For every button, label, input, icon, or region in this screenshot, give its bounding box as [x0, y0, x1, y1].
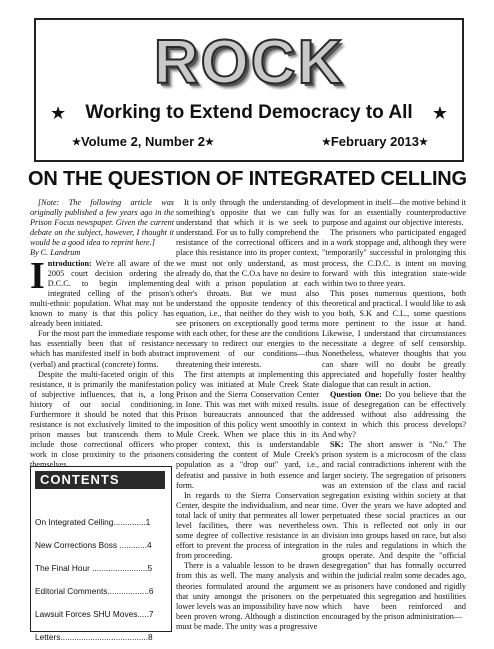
- issue-volume: [72, 132, 214, 152]
- intro-paragraph: [30, 254, 174, 330]
- paragraph: development in itself—the motive behind it was for an essentially counterproductive purpose and against our objective interests.: [322, 198, 466, 228]
- question-text: Do you believe that the issue of desegregation can be effectively addressed without also addressing the context in which this process develops? And why?: [322, 389, 466, 440]
- question-paragraph: [322, 390, 466, 440]
- paragraph: For the most part the immediate response has essentially been that of resistance which has manifested itself in both abstract (verbal) and practical (concrete) forms.: [30, 329, 174, 369]
- paragraph: The first attempts at implementing this policy was initiated at Mule Creek State Prison and the Sierra Conservation Center in Ione. This was met with mixed results. Prison bureaucrats announced that the imposition of this policy went smoothly in Mule Creek. When we place this in its proper context, this is understandable considering the content of Mule Creek's population as a "drop out" yard, i.e., defeatist and passive in both essence and form.: [176, 369, 319, 490]
- paragraph: There is a valuable lesson to be drawn from this as well. The many analysis and theories formulated around the argument that unity amongst the prisoners on the lower levels was an impossibility have now been proven wrong. Although a distinction must be made. The unity was a progressive: [176, 561, 319, 631]
- paragraph: This poses numerous questions, both theoretical and practical. I would like to ask you both, S.K and C.L., some questions more pertinent to the issue at hand. Likewise, I understand that circumstances necessitate a degree of self censorship. Nonetheless, whatever thoughts that you can share will no doubt be greatly appreciated and hopefully foster healthy dialogue that can result in action.: [322, 288, 466, 389]
- answer-text: The short answer is "No." The prison system is a microcosm of the class and racial contradictions inherent with the larger society. The segregation of prisoners was an extension of the class and racial segregation existing within society at that time. Over the years we have adopted and perpetuated these social practices as our own. This is reflected not only in our division into groups based on race, but also in the rules and regulations in which the groups operate. And despite the "official desegregation" that has formally occurred within the judicial realm some decades ago, we as prisoners have condoned and rigidly perpetuated this segregation and hostilities which have been reinforced and encouraged by the prison administration—: [322, 440, 466, 621]
- contents-item[interactable]: Lawsuit Forces SHU Moves.....7: [35, 609, 154, 619]
- issue-date: [322, 132, 428, 152]
- answer-paragraph: [322, 440, 466, 622]
- star-icon: ★: [72, 137, 81, 148]
- editor-note: [Note: The following article was originally published a few years ago in the Prison Focus newspaper. Given the current debate on the subject, however, I thought it would be a good idea to reprint here.]: [30, 198, 174, 248]
- contents-list: [35, 511, 167, 649]
- masthead-title: ROCK: [153, 28, 345, 97]
- article-headline: ON THE QUESTION OF INTEGRATED CELLING: [28, 168, 467, 190]
- star-icon: ★: [321, 137, 331, 148]
- byline: By C. Landrum: [30, 248, 81, 258]
- contents-item[interactable]: Editorial Comments..................6: [35, 586, 154, 596]
- contents-item[interactable]: New Corrections Boss ............4: [35, 540, 152, 550]
- contents-item[interactable]: The Final Hour ........................5: [35, 563, 153, 573]
- intro-label: ntroduction:: [47, 258, 92, 268]
- question-label: Question One:: [330, 389, 382, 399]
- paragraph: The prisoners who participated engaged in a work stoppage and, although they were "temporarily" successful in prolonging this process, the C.D.C. is intent on moving forward with this integration state-wide within two to three years.: [322, 228, 466, 288]
- paragraph: Despite the multi-faceted origin of this resistance, it is primarily the manifestation of subjective influences, that is, a long history of our social conditioning. Furthermore it should be noted that this resistance is not exclusively limited to the prison masses but transcends them to include those correctional officers who work in close proximity to the prisoners themselves.: [30, 369, 174, 470]
- drop-cap: I: [30, 254, 45, 297]
- article-column-2: [176, 198, 319, 632]
- intro-text: We're all aware of the 2005 court decision ordering the D.C.C. to begin implementing integrated celling of the prison's multi-ethnic population. What may not be known to many is that this policy has already been initiated.: [30, 258, 174, 329]
- tagline: Working to Extend Democracy to All: [85, 102, 413, 123]
- answer-label: SK:: [330, 440, 344, 450]
- star-icon: ★: [431, 103, 448, 123]
- contents-heading: CONTENTS: [35, 471, 165, 489]
- contents-box: [30, 466, 172, 642]
- star-icon: ★: [204, 137, 214, 148]
- article-column-1: [30, 198, 174, 471]
- contents-item[interactable]: On Integrated Celling..............1: [35, 517, 151, 527]
- paragraph: It is only through the understanding of something's opposite that we can fully understand that which it is we seek to understand. For us to fully comprehend the resistance of the correctional officers and place this resistance into its proper context, we must not only understand, as most already do, that the C.O.s have no desire to deal with a prison population at each other's throats. But we must also understand the opposite tendency of this equation, i.e., that neither do they wish to see prisoners on exceptionally good terms with each other, for these are the conditions necessary to redirect our energies to the improvement of our conditions—thus threatening their interests.: [176, 198, 319, 369]
- volume-label: Volume 2, Number 2: [80, 134, 205, 149]
- star-icon: ★: [50, 103, 67, 123]
- article-column-3: [322, 198, 466, 622]
- date-label: February 2013: [330, 134, 420, 149]
- masthead: [34, 18, 464, 162]
- star-icon: ★: [419, 137, 428, 148]
- paragraph: In regards to the Sierra Conservation Center, despite the individualism, and near total lack of unity that permeates all lower level facilities, there was nevertheless some degree of collective resistance in an effort to prevent the process of integration from proceeding.: [176, 490, 319, 561]
- tagline-row: [36, 98, 462, 128]
- contents-item[interactable]: Letters......................................8: [35, 632, 153, 642]
